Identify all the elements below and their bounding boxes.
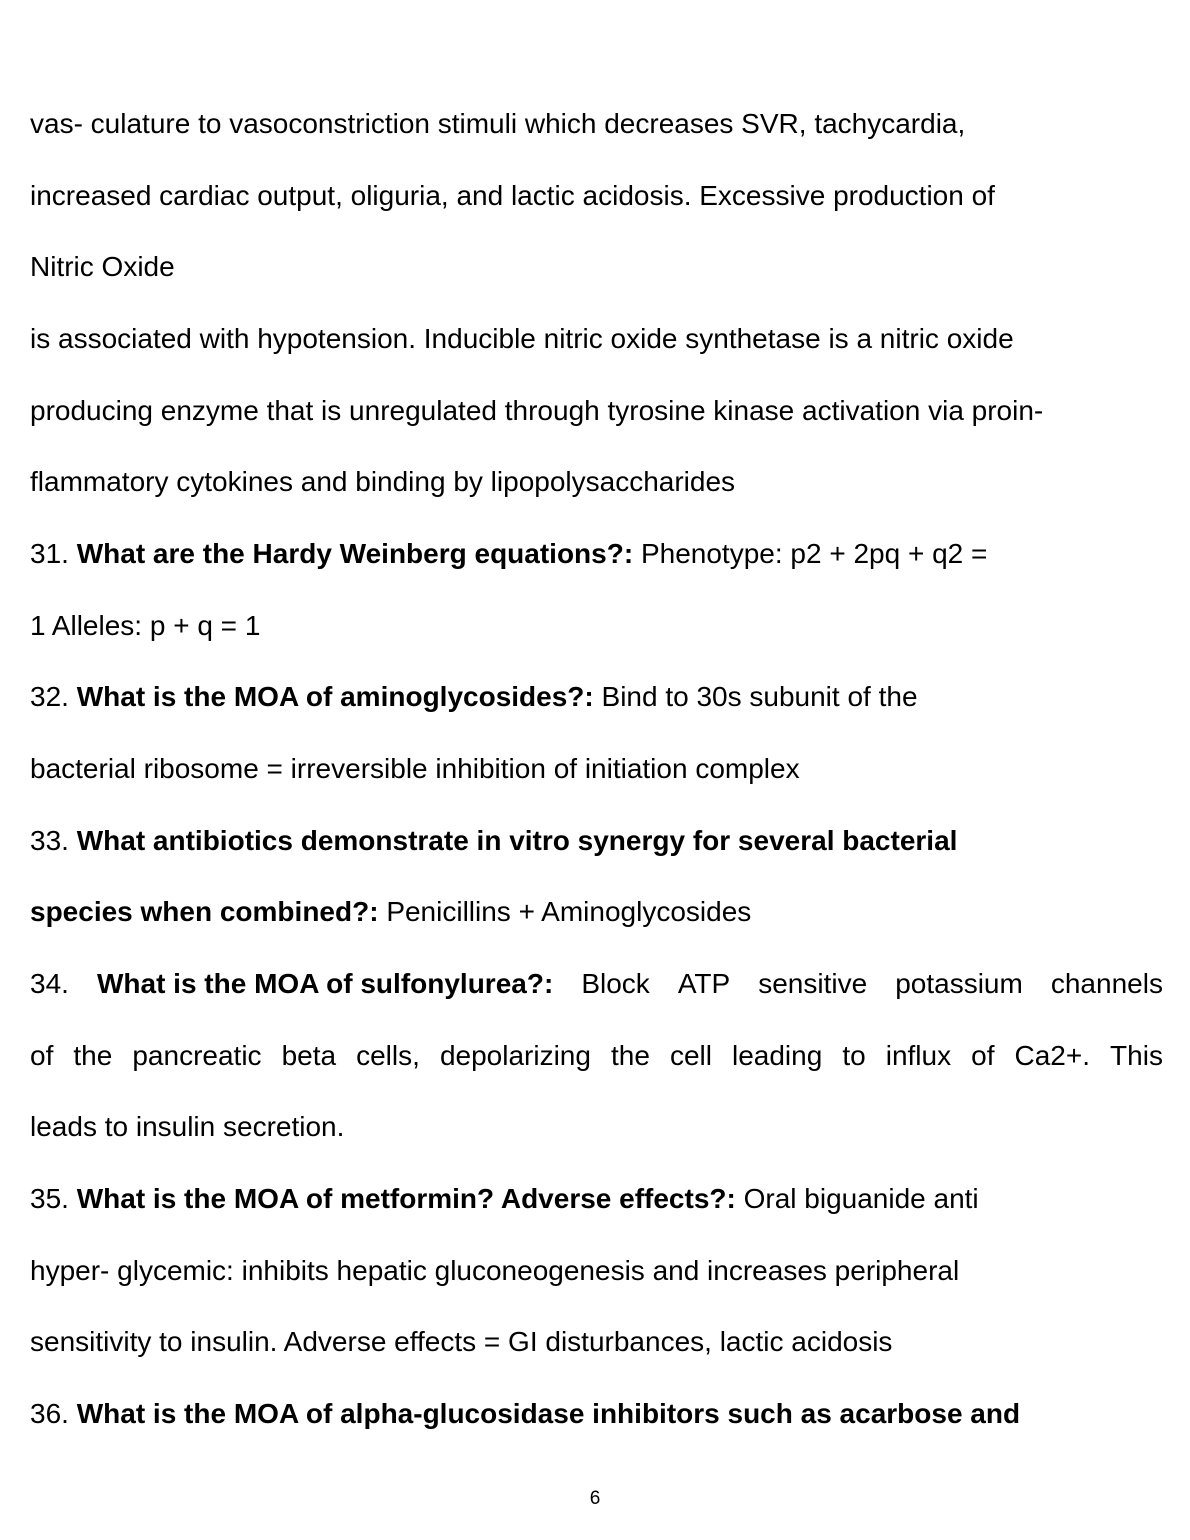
answer-word: of [30,1040,54,1071]
answer-word: pancreatic [132,1040,262,1071]
question-35 [30,1181,979,1217]
answer-word: to [842,1040,866,1071]
answer-text: Oral biguanide anti [743,1183,979,1214]
question-32 [30,679,918,715]
answer-text: Penicillins + Aminoglycosides [386,896,752,927]
text-line: increased cardiac output, oliguria, and lactic acidosis. Excessive production of [30,180,995,211]
answer-word: of [971,1040,995,1071]
answer-word: cells, [356,1040,420,1071]
question-34 [30,966,1163,1002]
question-31 [30,536,987,572]
question-text: What is the MOA of sulfonylurea?: [96,968,554,999]
question-33-continued [30,894,751,930]
answer-word: cell [669,1040,712,1071]
answer-word: ATP [677,968,731,999]
answer-word: This [1110,1040,1163,1071]
answer-word: Block [581,968,650,999]
text-line: is associated with hypotension. Inducible nitric oxide synthetase is a nitric oxide [30,323,1014,354]
question-text: What antibiotics demonstrate in vitro synergy for several bacterial [76,825,958,856]
question-33 [30,823,957,859]
answer-text: bacterial ribosome = irreversible inhibition of initiation complex [30,753,800,784]
page-number: 6 [589,1488,601,1509]
question-text: What are the Hardy Weinberg equations?: [76,538,634,569]
question-number: 33. [30,825,69,856]
answer-word: the [73,1040,113,1071]
text-line: producing enzyme that is unregulated through tyrosine kinase activation via proin- [30,395,1044,426]
question-number: 32. [30,681,69,712]
answer-word: Ca2+. [1014,1040,1091,1071]
answer-line [30,1038,1163,1074]
question-text: species when combined?: [30,896,379,927]
answer-word: influx [885,1040,952,1071]
answer-word: the [610,1040,650,1071]
question-number: 31. [30,538,69,569]
answer-word: channels [1050,968,1163,999]
question-number: 35. [30,1183,69,1214]
answer-word: sensitive [758,968,868,999]
question-text: What is the MOA of aminoglycosides?: [76,681,594,712]
answer-word: beta [281,1040,337,1071]
answer-text: Bind to 30s subunit of the [601,681,918,712]
question-text: What is the MOA of alpha-glucosidase inhibitors such as acarbose and [76,1398,1021,1429]
answer-word: potassium [895,968,1023,999]
answer-word: depolarizing [439,1040,591,1071]
answer-word: leading [731,1040,823,1071]
text-line: vas- culature to vasoconstriction stimuli which decreases SVR, tachycardia, [30,108,966,139]
question-text: What is the MOA of metformin? Adverse effects?: [76,1183,736,1214]
text-line: flammatory cytokines and binding by lipopolysaccharides [30,466,736,497]
question-36 [30,1396,1020,1432]
answer-text: hyper- glycemic: inhibits hepatic gluconeogenesis and increases peripheral [30,1255,960,1286]
answer-text: Phenotype: p2 + 2pq + q2 = [640,538,988,569]
text-line: Nitric Oxide [30,251,175,282]
question-number: 34. [30,968,69,999]
answer-text: leads to insulin secretion. [30,1111,345,1142]
answer-text: sensitivity to insulin. Adverse effects = GI disturbances, lactic acidosis [30,1326,893,1357]
question-number: 36. [30,1398,69,1429]
answer-text: 1 Alleles: p + q = 1 [30,610,261,641]
